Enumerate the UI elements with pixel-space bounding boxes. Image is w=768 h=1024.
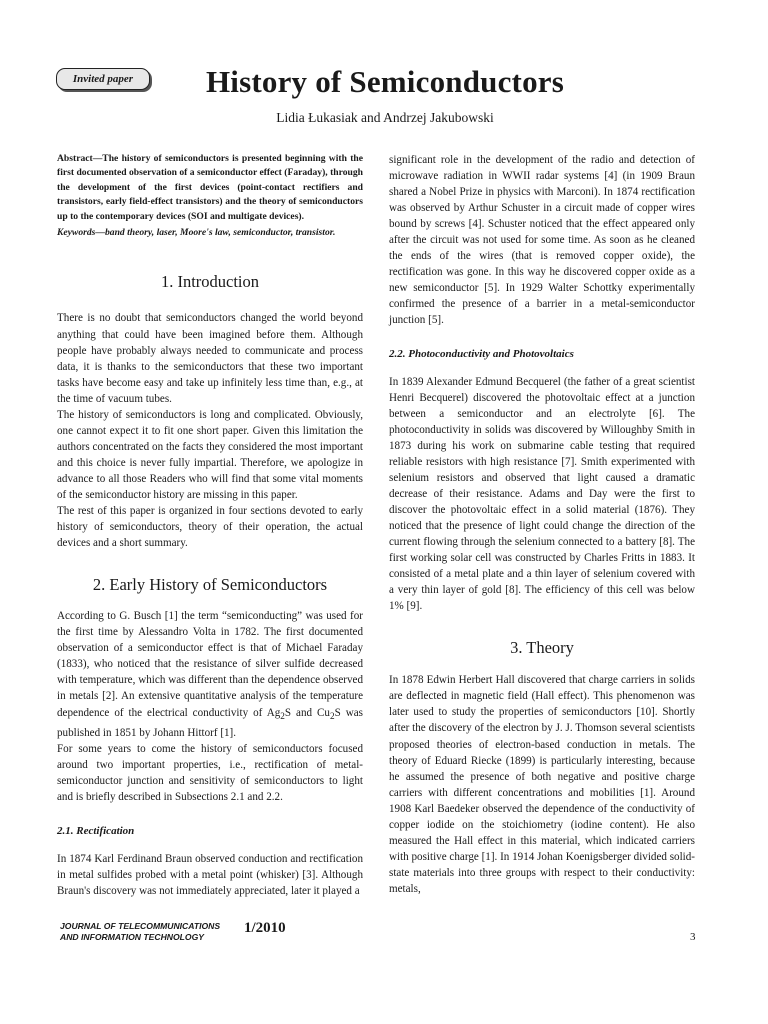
rectification-paragraph-continued: significant role in the development of the radio and detection of microwave radiation in WWII radar systems [4] (in 1909 Braun shared a Nobel Prize in physics with Marconi). In 1874 rectification was observed by Arthur Schuster in a circuit made of copper wires bound by screws [4]. Schuster noticed that the effect appeared only after the circuit was not used for some time. As soon as he cleaned the ends of the wires (that is removed copper oxide), the rectification was gone. In this way he discovered copper oxide as a new semiconductor [5]. In 1929 Walter Schottky experimentally confirmed the presence of a barrier in a metal-semiconductor junction [5]. — [389, 154, 695, 327]
photoconductivity-paragraph: In 1839 Alexander Edmund Becquerel (the father of a great scientist Henri Becquerel) discovered the photovoltaic effect at a junction between a semiconductor and an electrolyte [6]. The photoconductivity in solids was discovered by Willoughby Smith in 1873 during his work on submarine cable testing that required reliable resistors with high resistance [7]. Smith experimented with selenium resistors and observed that light caused a dramatic decrease of their resistance. Adams and Day were the first to discover the photovoltaic effect in a solid material (1876). They noticed that the presence of light could change the direction of the current flowing through the selenium connected to a battery [8]. The first working solar cell was constructed by Charles Fritts in 1883. It consisted of a metal plate and a thin layer of selenium covered with a very thin layer of gold [8]. The efficiency of this cell was below 1% [9]. — [389, 375, 695, 613]
intro-paragraph-2: The history of semiconductors is long and complicated. Obviously, one cannot expect it to fit one short paper. Given this limitation the authors concentrated on the facts they considered the most important and this choice is never fully impartial. Therefore, we apologize in advance to all those Readers who will find that some vital moments of the semiconductor history are missing in this paper. — [57, 408, 363, 501]
subscript-ag2: 2 — [280, 711, 285, 722]
subscript-cu2: 2 — [329, 711, 335, 722]
badge-label: Invited paper — [72, 73, 134, 85]
early-history-paragraph-2: For some years to come the history of semiconductors focused around two important properties, i.e., rectification of metal-semiconductor junction and sensitivity of semiconductors to light and is briefly described in Subsections 2.1 and 2.2. — [57, 742, 363, 803]
footer-journal-line-1: JOURNAL OF TELECOMMUNICATIONS — [60, 921, 221, 931]
rectification-paragraph: In 1874 Karl Ferdinand Braun observed conduction and rectification in metal sulfides probed with a metal point (whisker) [3]. Although Braun's discovery was not immediately appreciated, later it played a — [57, 853, 363, 898]
left-column — [57, 152, 363, 899]
intro-paragraph-1: There is no doubt that semiconductors changed the world beyond anything that could have been imagined before them. Although people have probably always needed to communicate and process data, it is thanks to the semiconductors that these two important tasks have become easy and take up infinitely less time than, e.g., at the time of vacuum tubes. — [57, 312, 363, 405]
footer-issue: 1/2010 — [244, 920, 286, 936]
authors: Lidia Łukasiak and Andrzej Jakubowski — [276, 110, 494, 125]
keywords: Keywords—band theory, laser, Moore's law, semiconductor, transistor. — [57, 227, 336, 239]
footer-journal-line-2: AND INFORMATION TECHNOLOGY — [60, 931, 205, 942]
abstract: Abstract—The history of semiconductors is presented beginning with the first documented observation of a semiconductor effect (Faraday), through the development of the first devices (point-contact rectifiers and transistors, early field-effect transistors) and the theory of semiconductors up to the contemporary devices (SOI and multigate devices). — [57, 153, 363, 222]
invited-paper-badge — [56, 68, 150, 90]
page-number: 3 — [690, 931, 696, 943]
early-text-b: S was published in 1851 by Johann Hittorf [1]. — [57, 706, 363, 739]
theory-paragraph: In 1878 Edwin Herbert Hall discovered that charge carriers in solids are deflected in magnetic field (Hall effect). This phenomenon was later used to study the properties of semiconductors [10]. Shortly after the discovery of the electron by J. J. Thomson several scientists proposed theories of electron-based conduction in metals. The theory of Eduard Riecke (1899) is particularly interesting, because he assumed the presence of both negative and positive charge carriers with different concentrations and mobilities [1]. Around 1908 Karl Baedeker observed the dependence of the conductivity of copper iodide on the stoichiometry (iodine content). He also measured the Hall effect in this material, which indicated carriers with positive charge [1]. In 1914 Johan Koenigsberger divided solid-state materials into three groups with respect to their conductivity: metals, — [389, 674, 695, 895]
early-text-mid: S and Cu — [284, 706, 330, 719]
section-heading-introduction: 1. Introduction — [160, 272, 260, 292]
right-column — [389, 152, 695, 897]
section-heading-theory: 3. Theory — [510, 638, 574, 658]
early-history-paragraph-1 — [57, 608, 363, 741]
footer-journal-name — [60, 921, 220, 942]
subsection-heading-rectification: 2.1. Rectification — [57, 825, 135, 838]
subsection-heading-photoconductivity: 2.2. Photoconductivity and Photovoltaics — [389, 347, 574, 360]
section-heading-early-history: 2. Early History of Semiconductors — [92, 575, 328, 595]
early-text-a: According to G. Busch [1] the term “semiconducting” was used for the first time by Alessandro Volta in 1782. The first documented observation of a semiconductor effect is that of Michael Faraday (1833), who noticed that the resistance of silver sulfide decreased with temperature, which was different than the dependence observed in metals [2]. An extensive quantitative analysis of the temperature dependence of the electrical conductivity of Ag — [57, 610, 363, 719]
paper-title: History of Semiconductors — [205, 64, 565, 99]
intro-paragraph-3: The rest of this paper is organized in four sections devoted to early history of semiconductors, theory of their operation, the actual devices and a short summary. — [57, 505, 363, 550]
